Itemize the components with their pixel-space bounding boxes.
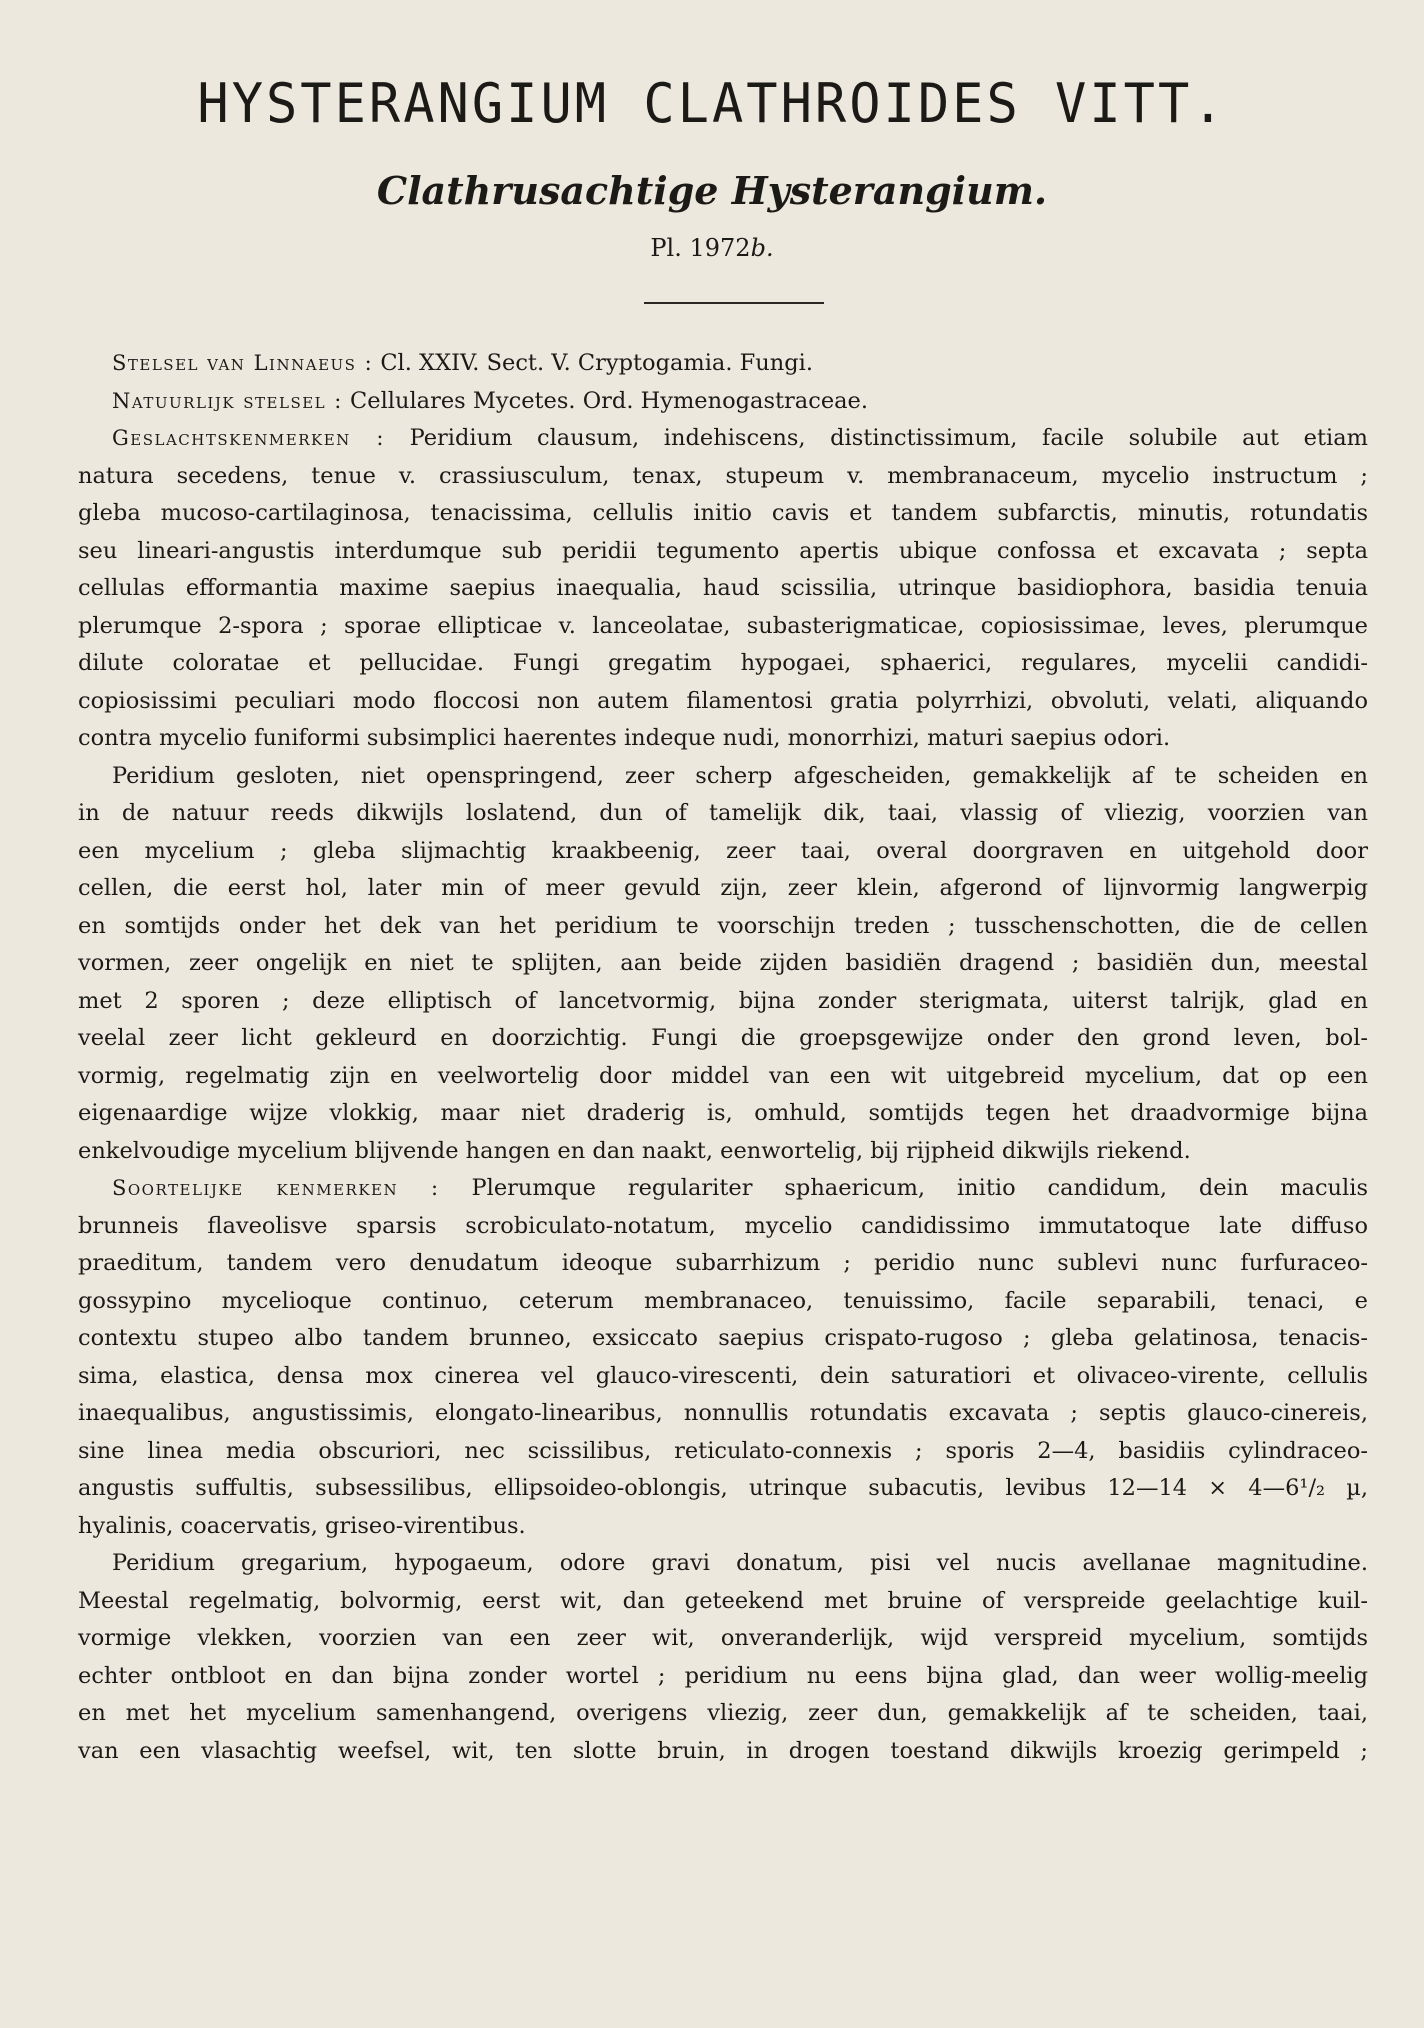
linnaeus-label: Stelsel van Linnaeus :	[112, 351, 374, 375]
genus-latin-line: contra mycelio funiformi subsimplici haerentes indeque nudi, monorrhizi, maturi saepius odori.	[78, 725, 1171, 751]
genus-dutch-line: vormig, regelmatig zijn en veelwortelig door middel van een wit uitgebreid mycelium, dat op een	[78, 1062, 1368, 1089]
dutch-common-name: Clathrusachtige Hysterangium.	[376, 168, 1048, 213]
linnaeus-text: Cl. XXIV. Sect. V. Cryptogamia. Fungi.	[380, 350, 813, 376]
plate-prefix: Pl. 1972	[650, 234, 751, 262]
genus-dutch-line: in de natuur reeds dikwijls loslatend, dun of tamelijk dik, taai, vlassig of vliezig, voorzien van	[78, 800, 1368, 826]
species-latin-line: Soortelijke kenmerken : Plerumque regulariter sphaericum, initio candidum, dein maculis	[112, 1175, 1368, 1201]
species-dutch-line: echter ontbloot en dan bijna zonder wortel ; peridium nu eens bijna glad, dan weer wollig-meelig	[78, 1662, 1368, 1689]
title-divider	[644, 302, 824, 304]
genus-dutch-line: en somtijds onder het dek van het peridium te voorschijn treden ; tusschenschotten, die de cellen	[78, 912, 1368, 939]
genus-dutch-line: enkelvoudige mycelium blijvende hangen en dan naakt, eenwortelig, bij rijpheid dikwijls riekend.	[78, 1137, 1191, 1164]
genus-dutch-paragraph	[78, 758, 1368, 1171]
species-latin-line: gossypino mycelioque continuo, ceterum membranaceo, tenuissimo, facile separabili, tenaci, e	[78, 1287, 1368, 1314]
genus-latin-line: Geslachtskenmerken : Peridium clausum, indehiscens, distinctissimum, facile solubile aut etiam	[112, 425, 1368, 451]
species-latin-line: praeditum, tandem vero denudatum ideoque subarrhizum ; peridio nunc sublevi nunc furfuraceo-	[78, 1250, 1368, 1276]
genus-dutch-line: veelal zeer licht gekleurd en doorzichtig. Fungi die groepsgewijze onder den grond leven, bol-	[78, 1025, 1368, 1051]
species-latin-paragraph	[78, 1170, 1368, 1545]
body-text	[78, 345, 1368, 1770]
species-dutch-line: van een vlasachtig weefsel, wit, ten slotte bruin, in drogen toestand dikwijls kroezig gerimpeld ;	[78, 1737, 1368, 1764]
genus-label: Geslachtskenmerken :	[112, 426, 385, 450]
plate-number	[0, 234, 1424, 262]
genus-latin-line: seu lineari-angustis interdumque sub peridii tegumento apertis ubique confossa et excavata ; septa	[78, 537, 1368, 564]
species-latin-line: sine linea media obscuriori, nec scissilibus, reticulato-connexis ; sporis 2—4, basidiis cylindraceo-	[78, 1437, 1368, 1464]
species-latin-line: sima, elastica, densa mox cinerea vel glauco-virescenti, dein saturatiori et olivaceo-virente, cellulis	[78, 1362, 1368, 1389]
genus-latin-line: gleba mucoso-cartilaginosa, tenacissima, cellulis initio cavis et tandem subfarctis, minutis, rotundatis	[78, 500, 1368, 526]
genus-dutch-line: cellen, die eerst hol, later min of meer gevuld zijn, zeer klein, afgerond of lijnvormig langwerpig	[78, 875, 1368, 901]
species-latin-line: inaequalibus, angustissimis, elongato-linearibus, nonnullis rotundatis excavata ; septis glauco-cinereis,	[78, 1400, 1368, 1426]
species-latin-line: angustis suffultis, subsessilibus, ellipsoideo-oblongis, utrinque subacutis, levibus 12—14 × 4—6¹/₂ µ,	[78, 1475, 1368, 1501]
genus-latin-line: cellulas efformantia maxime saepius inaequalia, haud scissilia, utrinque basidiophora, basidia tenuia	[78, 575, 1368, 601]
species-dutch-line: Peridium gregarium, hypogaeum, odore gravi donatum, pisi vel nucis avellanae magnitudine.	[112, 1550, 1368, 1576]
genus-dutch-line: een mycelium ; gleba slijmachtig kraakbeenig, zeer taai, overal doorgraven en uitgehold door	[78, 837, 1368, 864]
page-title: HYSTERANGIUM CLATHROIDES VITT.	[197, 72, 1227, 136]
species-dutch-paragraph	[78, 1545, 1368, 1770]
species-dutch-line: Meestal regelmatig, bolvormig, eerst wit, dan geteekend met bruine of verspreide geelachtige kuil-	[78, 1587, 1368, 1614]
species-latin-line: contextu stupeo albo tandem brunneo, exsiccato saepius crispato-rugoso ; gleba gelatinosa, tenacis-	[78, 1325, 1368, 1351]
species-label: Soortelijke kenmerken :	[112, 1176, 440, 1200]
natural-system-text: Cellulares Mycetes. Ord. Hymenogastraceae.	[350, 387, 869, 414]
species-latin-line: hyalinis, coacervatis, griseo-virentibus.	[78, 1512, 526, 1539]
genus-latin-line: dilute coloratae et pellucidae. Fungi gregatim hypogaei, sphaerici, regulares, mycelii candidi-	[78, 650, 1368, 676]
genus-latin-line: plerumque 2-spora ; sporae ellipticae v. lanceolatae, subasterigmaticae, copiosissimae, leves, plerumque	[78, 612, 1368, 639]
genus-dutch-line: eigenaardige wijze vlokkig, maar niet draderig is, omhuld, somtijds tegen het draadvormige bijna	[78, 1100, 1368, 1126]
genus-latin-paragraph	[78, 420, 1368, 758]
species-dutch-line: en met het mycelium samenhangend, overigens vliezig, zeer dun, gemakkelijk af te scheiden, taai,	[78, 1700, 1368, 1726]
linnaeus-line	[78, 345, 1368, 383]
species-latin-line: brunneis flaveolisve sparsis scrobiculato-notatum, mycelio candidissimo immutatoque late diffuso	[78, 1212, 1368, 1239]
genus-dutch-line: met 2 sporen ; deze elliptisch of lancetvormig, bijna zonder sterigmata, uiterst talrijk, glad en	[78, 987, 1368, 1014]
natural-system-label: Natuurlijk stelsel :	[112, 388, 343, 413]
natural-system-line	[78, 383, 1368, 421]
genus-dutch-line: vormen, zeer ongelijk en niet te splijten, aan beide zijden basidiën dragend ; basidiën dun, meestal	[78, 950, 1368, 976]
genus-latin-line: natura secedens, tenue v. crassiusculum, tenax, stupeum v. membranaceum, mycelio instructum ;	[78, 462, 1368, 489]
species-dutch-line: vormige vlekken, voorzien van een zeer wit, onveranderlijk, wijd verspreid mycelium, somtijds	[78, 1625, 1368, 1651]
genus-latin-line: copiosissimi peculiari modo floccosi non autem filamentosi gratia polyrrhizi, obvoluti, velati, aliquando	[78, 687, 1368, 714]
genus-dutch-line: Peridium gesloten, niet openspringend, zeer scherp afgescheiden, gemakkelijk af te scheiden en	[112, 762, 1368, 789]
plate-suffix: b.	[750, 234, 774, 262]
